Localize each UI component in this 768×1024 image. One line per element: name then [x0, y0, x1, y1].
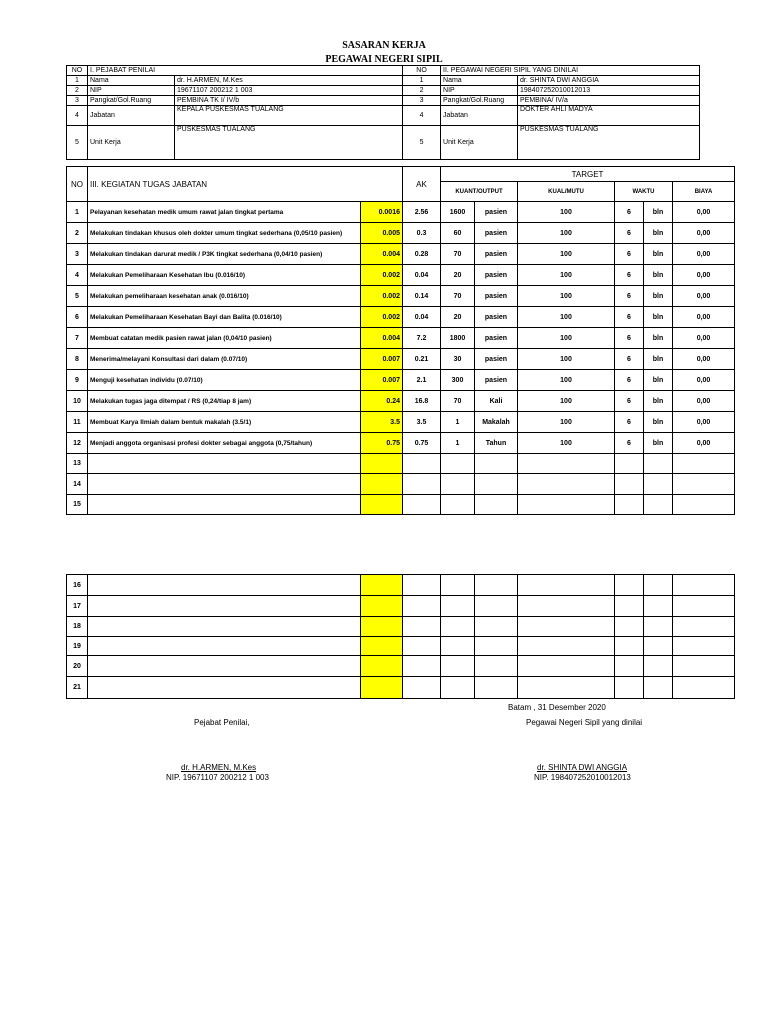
kegiatan-row: [67, 575, 735, 596]
field-label: NIP: [441, 86, 518, 96]
row-number: 4: [67, 106, 88, 126]
kuant-unit: [475, 474, 518, 495]
no-header: NO: [67, 66, 88, 76]
empty-cell: [644, 637, 673, 656]
field-label: Jabatan: [88, 106, 175, 126]
empty-cell: [615, 617, 644, 637]
field-value: 198407252010012013: [518, 86, 700, 96]
empty-cell: [88, 656, 361, 677]
empty-cell: [475, 677, 518, 699]
row-number: 2: [67, 86, 88, 96]
kegiatan-row: [67, 412, 735, 433]
kuant-unit: pasien: [475, 265, 518, 286]
kuant-unit: Kali: [475, 391, 518, 412]
empty-cell: [403, 637, 441, 656]
field-label: Nama: [88, 76, 175, 86]
waktu-unit: bln: [644, 391, 673, 412]
biaya-value: 0,00: [673, 412, 735, 433]
biaya-value: 0,00: [673, 433, 735, 454]
empty-cell: [403, 677, 441, 699]
field-value: 19671107 200212 1 003: [175, 86, 403, 96]
empty-cell: [673, 677, 735, 699]
empty-cell: [644, 656, 673, 677]
row-number: 3: [403, 96, 441, 106]
kuant-value: 1: [441, 412, 475, 433]
empty-cell: [644, 596, 673, 617]
empty-cell: [88, 677, 361, 699]
empty-cell: [518, 637, 615, 656]
biaya-value: 0,00: [673, 265, 735, 286]
kegiatan-row: [67, 433, 735, 454]
row-number: 5: [67, 126, 88, 160]
biaya-value: 0,00: [673, 286, 735, 307]
empty-cell: [615, 677, 644, 699]
kegiatan-number: 10: [67, 391, 88, 412]
kuant-unit: pasien: [475, 223, 518, 244]
angka-kredit: 0.007: [361, 370, 403, 391]
kegiatan-row: [67, 474, 735, 495]
field-label: Unit Kerja: [88, 126, 175, 160]
identity-row: [67, 96, 700, 106]
kuant-unit: [475, 495, 518, 515]
kegiatan-number: 21: [67, 677, 88, 699]
empty-cell: [644, 617, 673, 637]
empty-cell: [615, 575, 644, 596]
field-label: Pangkat/Gol.Ruang: [88, 96, 175, 106]
kuant-unit: Tahun: [475, 433, 518, 454]
kegiatan-description: [88, 474, 361, 495]
angka-kredit: 0.24: [361, 391, 403, 412]
empty-cell: [475, 637, 518, 656]
empty-cell: [403, 656, 441, 677]
kual-value: [518, 495, 615, 515]
kegiatan-header: III. KEGIATAN TUGAS JABATAN: [88, 167, 403, 202]
empty-cell: [441, 575, 475, 596]
empty-cell: [475, 617, 518, 637]
field-value: PEMBINA/ IV/a: [518, 96, 700, 106]
ak-value: 16.8: [403, 391, 441, 412]
empty-cell: [441, 677, 475, 699]
waktu-value: [615, 495, 644, 515]
kegiatan-description: Melakukan Pemeliharaan Kesehatan Bayi dan Balita (0.016/10): [88, 307, 361, 328]
kegiatan-number: 20: [67, 656, 88, 677]
kuant-value: 20: [441, 265, 475, 286]
no-header: NO: [403, 66, 441, 76]
row-number: 2: [403, 86, 441, 96]
kuant-unit: [475, 454, 518, 474]
kegiatan-number: 7: [67, 328, 88, 349]
field-label: NIP: [88, 86, 175, 96]
waktu-unit: [644, 474, 673, 495]
angka-kredit: 3.5: [361, 412, 403, 433]
kuant-header: KUANT/OUTPUT: [441, 182, 518, 202]
kegiatan-row: [67, 244, 735, 265]
waktu-unit: bln: [644, 202, 673, 223]
place-date: Batam , 31 Desember 2020: [508, 703, 606, 712]
identity-row: [67, 126, 700, 160]
kegiatan-description: Melakukan tindakan khusus oleh dokter umum tingkat sederhana (0,05/10 pasien): [88, 223, 361, 244]
kegiatan-number: 1: [67, 202, 88, 223]
kual-value: 100: [518, 286, 615, 307]
row-number: 1: [67, 76, 88, 86]
kual-value: 100: [518, 391, 615, 412]
field-value: PEMBINA TK I/ IV/b: [175, 96, 403, 106]
waktu-unit: bln: [644, 349, 673, 370]
ak-value: 7.2: [403, 328, 441, 349]
document-title: SASARAN KERJA: [342, 40, 426, 51]
waktu-value: 6: [615, 328, 644, 349]
waktu-value: 6: [615, 349, 644, 370]
kegiatan-number: 4: [67, 265, 88, 286]
angka-kredit: [361, 575, 403, 596]
field-value: KEPALA PUSKESMAS TUALANG: [175, 106, 403, 126]
document-subtitle: PEGAWAI NEGERI SIPIL: [325, 54, 443, 65]
empty-cell: [403, 617, 441, 637]
kual-header: KUAL/MUTU: [518, 182, 615, 202]
waktu-unit: bln: [644, 286, 673, 307]
angka-kredit: [361, 637, 403, 656]
ak-value: [403, 474, 441, 495]
biaya-value: 0,00: [673, 202, 735, 223]
kuant-unit: pasien: [475, 328, 518, 349]
kegiatan-description: Membuat catatan medik pasien rawat jalan (0,04/10 pasien): [88, 328, 361, 349]
kegiatan-number: 16: [67, 575, 88, 596]
field-value: DOKTER AHLI MADYA: [518, 106, 700, 126]
row-number: 5: [403, 126, 441, 160]
angka-kredit: 0.004: [361, 328, 403, 349]
identity-table: [66, 65, 700, 160]
angka-kredit: 0.002: [361, 286, 403, 307]
biaya-value: 0,00: [673, 391, 735, 412]
empty-cell: [88, 617, 361, 637]
waktu-value: 6: [615, 202, 644, 223]
empty-cell: [673, 637, 735, 656]
waktu-value: 6: [615, 370, 644, 391]
angka-kredit: [361, 596, 403, 617]
empty-cell: [441, 617, 475, 637]
ak-value: 0.21: [403, 349, 441, 370]
kegiatan-description: Membuat Karya Ilmiah dalam bentuk makalah (3.5/1): [88, 412, 361, 433]
kual-value: 100: [518, 223, 615, 244]
biaya-value: 0,00: [673, 328, 735, 349]
waktu-value: [615, 454, 644, 474]
empty-cell: [441, 596, 475, 617]
angka-kredit: 0.75: [361, 433, 403, 454]
kuant-value: [441, 495, 475, 515]
kegiatan-row: [67, 617, 735, 637]
field-value: dr. H.ARMEN, M.Kes: [175, 76, 403, 86]
empty-cell: [615, 656, 644, 677]
empty-cell: [403, 575, 441, 596]
angka-kredit: 0.0016: [361, 202, 403, 223]
empty-cell: [441, 656, 475, 677]
kegiatan-description: Melakukan tugas jaga ditempat / RS (0,24/tiap 8 jam): [88, 391, 361, 412]
kegiatan-number: 8: [67, 349, 88, 370]
ak-value: 0.04: [403, 265, 441, 286]
kegiatan-row: [67, 656, 735, 677]
empty-cell: [673, 596, 735, 617]
kual-value: [518, 454, 615, 474]
kegiatan-description: [88, 495, 361, 515]
empty-cell: [88, 596, 361, 617]
empty-cell: [475, 575, 518, 596]
kual-value: 100: [518, 433, 615, 454]
empty-cell: [673, 617, 735, 637]
empty-cell: [475, 596, 518, 617]
angka-kredit: [361, 677, 403, 699]
pejabat-nip: NIP. 19671107 200212 1 003: [166, 773, 269, 782]
waktu-unit: bln: [644, 223, 673, 244]
waktu-value: 6: [615, 286, 644, 307]
kegiatan-row: [67, 637, 735, 656]
kegiatan-number: 3: [67, 244, 88, 265]
empty-cell: [518, 617, 615, 637]
kegiatan-number: 18: [67, 617, 88, 637]
kuant-value: 1800: [441, 328, 475, 349]
kual-value: 100: [518, 370, 615, 391]
empty-cell: [644, 677, 673, 699]
waktu-header: WAKTU: [615, 182, 673, 202]
field-value: dr. SHINTA DWI ANGGIA: [518, 76, 700, 86]
waktu-unit: bln: [644, 307, 673, 328]
waktu-value: [615, 474, 644, 495]
kuant-value: [441, 474, 475, 495]
identity-row: [67, 106, 700, 126]
kual-value: 100: [518, 265, 615, 286]
row-number: 3: [67, 96, 88, 106]
kual-value: [518, 474, 615, 495]
waktu-unit: bln: [644, 244, 673, 265]
kegiatan-row: [67, 391, 735, 412]
kegiatan-description: [88, 454, 361, 474]
kuant-value: [441, 454, 475, 474]
kegiatan-number: 13: [67, 454, 88, 474]
biaya-value: 0,00: [673, 223, 735, 244]
pegawai-nip: NIP. 198407252010012013: [534, 773, 631, 782]
kegiatan-row: [67, 454, 735, 474]
waktu-unit: bln: [644, 433, 673, 454]
row-number: 4: [403, 106, 441, 126]
biaya-value: [673, 474, 735, 495]
pegawai-header: II. PEGAWAI NEGERI SIPIL YANG DINILAI: [441, 66, 700, 76]
kuant-value: 60: [441, 223, 475, 244]
waktu-unit: bln: [644, 265, 673, 286]
waktu-value: 6: [615, 265, 644, 286]
waktu-value: 6: [615, 412, 644, 433]
kegiatan-number: 2: [67, 223, 88, 244]
waktu-value: 6: [615, 307, 644, 328]
kegiatan-description: Melakukan Pemeliharaan Kesehatan Ibu (0.016/10): [88, 265, 361, 286]
kegiatan-table-continued: [66, 574, 735, 699]
kual-value: 100: [518, 244, 615, 265]
field-label: Nama: [441, 76, 518, 86]
kegiatan-no-header: NO: [67, 167, 88, 202]
biaya-value: [673, 454, 735, 474]
kuant-unit: pasien: [475, 370, 518, 391]
empty-cell: [673, 575, 735, 596]
ak-value: 0.75: [403, 433, 441, 454]
kegiatan-row: [67, 223, 735, 244]
waktu-unit: [644, 495, 673, 515]
pejabat-role: Pejabat Penilai,: [194, 718, 250, 727]
kual-value: 100: [518, 202, 615, 223]
kegiatan-number: 17: [67, 596, 88, 617]
kual-value: 100: [518, 349, 615, 370]
waktu-value: 6: [615, 391, 644, 412]
kegiatan-number: 14: [67, 474, 88, 495]
empty-cell: [615, 596, 644, 617]
kegiatan-row: [67, 202, 735, 223]
kuant-unit: pasien: [475, 244, 518, 265]
angka-kredit: [361, 454, 403, 474]
kegiatan-number: 6: [67, 307, 88, 328]
kuant-unit: pasien: [475, 307, 518, 328]
ak-header: AK: [403, 167, 441, 202]
ak-value: [403, 454, 441, 474]
kuant-value: 30: [441, 349, 475, 370]
kegiatan-number: 11: [67, 412, 88, 433]
kuant-unit: Makalah: [475, 412, 518, 433]
field-value: PUSKESMAS TUALANG: [518, 126, 700, 160]
ak-value: 0.04: [403, 307, 441, 328]
ak-value: 2.1: [403, 370, 441, 391]
kegiatan-row: [67, 677, 735, 699]
kegiatan-row: [67, 265, 735, 286]
kegiatan-row: [67, 349, 735, 370]
kuant-value: 70: [441, 391, 475, 412]
kegiatan-description: Menjadi anggota organisasi profesi dokter sebagai anggota (0,75/tahun): [88, 433, 361, 454]
empty-cell: [644, 575, 673, 596]
field-label: Unit Kerja: [441, 126, 518, 160]
kuant-unit: pasien: [475, 202, 518, 223]
kegiatan-number: 12: [67, 433, 88, 454]
kegiatan-row: [67, 495, 735, 515]
row-number: 1: [403, 76, 441, 86]
waktu-value: 6: [615, 223, 644, 244]
kegiatan-row: [67, 328, 735, 349]
field-label: Jabatan: [441, 106, 518, 126]
empty-cell: [88, 575, 361, 596]
kegiatan-description: Menguji kesehatan individu (0.07/10): [88, 370, 361, 391]
kegiatan-number: 15: [67, 495, 88, 515]
kuant-unit: pasien: [475, 349, 518, 370]
kegiatan-number: 5: [67, 286, 88, 307]
kual-value: 100: [518, 307, 615, 328]
empty-cell: [475, 656, 518, 677]
pegawai-role: Pegawai Negeri Sipil yang dinilai: [526, 718, 643, 727]
angka-kredit: [361, 656, 403, 677]
kuant-value: 1: [441, 433, 475, 454]
kegiatan-row: [67, 307, 735, 328]
angka-kredit: [361, 474, 403, 495]
kuant-unit: pasien: [475, 286, 518, 307]
angka-kredit: [361, 495, 403, 515]
biaya-value: [673, 495, 735, 515]
empty-cell: [403, 596, 441, 617]
kegiatan-number: 9: [67, 370, 88, 391]
empty-cell: [615, 637, 644, 656]
kuant-value: 20: [441, 307, 475, 328]
ak-value: 2.56: [403, 202, 441, 223]
ak-value: 3.5: [403, 412, 441, 433]
empty-cell: [518, 596, 615, 617]
waktu-unit: bln: [644, 412, 673, 433]
waktu-unit: [644, 454, 673, 474]
biaya-value: 0,00: [673, 307, 735, 328]
kuant-value: 70: [441, 244, 475, 265]
empty-cell: [673, 656, 735, 677]
kuant-value: 1600: [441, 202, 475, 223]
angka-kredit: 0.005: [361, 223, 403, 244]
kegiatan-row: [67, 596, 735, 617]
pejabat-header: I. PEJABAT PENILAI: [88, 66, 403, 76]
ak-value: 0.3: [403, 223, 441, 244]
target-header: TARGET: [441, 167, 735, 182]
kegiatan-description: Pelayanan kesehatan medik umum rawat jalan tingkat pertama: [88, 202, 361, 223]
pejabat-name: dr. H.ARMEN, M.Kes: [181, 763, 257, 772]
empty-cell: [518, 677, 615, 699]
biaya-value: 0,00: [673, 370, 735, 391]
ak-value: [403, 495, 441, 515]
biaya-header: BIAYA: [673, 182, 735, 202]
biaya-value: 0,00: [673, 244, 735, 265]
identity-row: [67, 76, 700, 86]
ak-value: 0.14: [403, 286, 441, 307]
empty-cell: [88, 637, 361, 656]
waktu-value: 6: [615, 244, 644, 265]
ak-value: 0.28: [403, 244, 441, 265]
waktu-value: 6: [615, 433, 644, 454]
identity-row: [67, 86, 700, 96]
kegiatan-row: [67, 370, 735, 391]
empty-cell: [518, 575, 615, 596]
kegiatan-description: Menerima/melayani Konsultasi dari dalam (0.07/10): [88, 349, 361, 370]
kegiatan-description: Melakukan pemeliharaan kesehatan anak (0.016/10): [88, 286, 361, 307]
kegiatan-number: 19: [67, 637, 88, 656]
angka-kredit: [361, 617, 403, 637]
waktu-unit: bln: [644, 370, 673, 391]
waktu-unit: bln: [644, 328, 673, 349]
kegiatan-table: [66, 166, 735, 515]
biaya-value: 0,00: [673, 349, 735, 370]
kegiatan-description: Melakukan tindakan darurat medik / P3K tingkat sederhana (0,04/10 pasien): [88, 244, 361, 265]
angka-kredit: 0.002: [361, 265, 403, 286]
kuant-value: 70: [441, 286, 475, 307]
empty-cell: [518, 656, 615, 677]
kuant-value: 300: [441, 370, 475, 391]
kegiatan-row: [67, 286, 735, 307]
kual-value: 100: [518, 412, 615, 433]
pegawai-name: dr. SHINTA DWI ANGGIA: [537, 763, 628, 772]
kual-value: 100: [518, 328, 615, 349]
angka-kredit: 0.007: [361, 349, 403, 370]
field-value: PUSKESMAS TUALANG: [175, 126, 403, 160]
empty-cell: [441, 637, 475, 656]
angka-kredit: 0.002: [361, 307, 403, 328]
field-label: Pangkat/Gol.Ruang: [441, 96, 518, 106]
angka-kredit: 0.004: [361, 244, 403, 265]
